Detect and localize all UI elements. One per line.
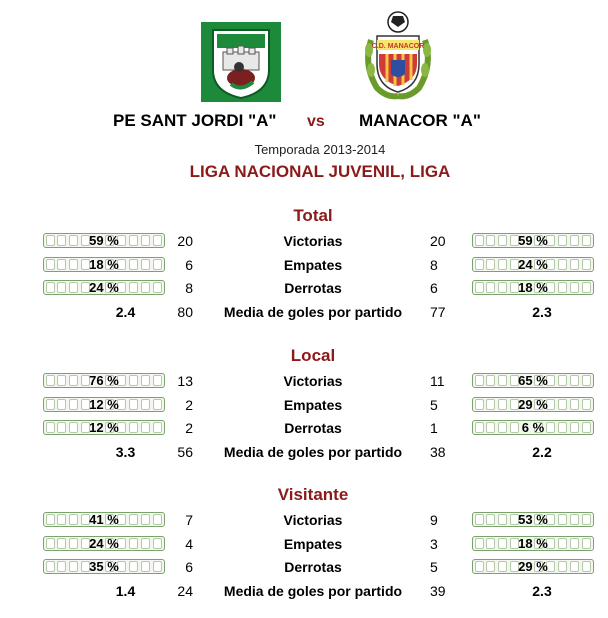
home-percentage-bar [43, 397, 165, 412]
stat-label: Victorias [283, 512, 343, 528]
stat-row-goal-average [0, 302, 608, 324]
home-count: 6 [185, 257, 193, 273]
home-count: 2 [185, 397, 193, 413]
home-count: 7 [185, 512, 193, 528]
stat-row-derrotas [0, 278, 608, 300]
home-percentage: 12 % [89, 420, 119, 435]
home-team-crest [201, 22, 281, 102]
stat-label: Empates [283, 536, 343, 552]
away-percentage: 18 % [518, 536, 548, 551]
home-goal-average: 1.4 [115, 583, 136, 599]
home-count: 2 [185, 420, 193, 436]
stat-row-empates [0, 534, 608, 556]
home-percentage: 24 % [89, 536, 119, 551]
away-count: 5 [430, 559, 438, 575]
away-count: 1 [430, 420, 438, 436]
away-goal-average: 2.3 [532, 583, 552, 599]
away-percentage-bar [472, 373, 594, 388]
away-percentage: 29 % [518, 397, 548, 412]
away-percentage: 29 % [518, 559, 548, 574]
section-total [0, 206, 608, 326]
home-count: 4 [185, 536, 193, 552]
away-percentage-bar [472, 233, 594, 248]
stat-row-derrotas [0, 418, 608, 440]
home-count: 13 [177, 373, 193, 389]
home-percentage: 35 % [89, 559, 119, 574]
section-title: Visitante [277, 485, 349, 504]
stat-label: Empates [283, 397, 343, 413]
home-percentage-bar [43, 233, 165, 248]
home-percentage: 41 % [89, 512, 119, 527]
home-count: 8 [185, 280, 193, 296]
away-percentage-bar [472, 420, 594, 435]
season-label: Temporada 2013-2014 [254, 142, 386, 157]
away-percentage: 6 % [521, 420, 545, 435]
away-percentage: 59 % [518, 233, 548, 248]
league-title: LIGA NACIONAL JUVENIL, LIGA [189, 162, 451, 181]
away-percentage-bar [472, 280, 594, 295]
match-header [0, 111, 608, 137]
away-goals-total: 77 [430, 304, 446, 320]
home-percentage-bar [43, 559, 165, 574]
stat-row-victorias [0, 371, 608, 393]
away-goals-total: 38 [430, 444, 446, 460]
stat-row-derrotas [0, 557, 608, 579]
home-percentage-bar [43, 373, 165, 388]
stat-row-goal-average [0, 581, 608, 603]
section-local [0, 346, 608, 466]
vs-label: vs [307, 113, 325, 130]
away-percentage: 24 % [518, 257, 548, 272]
home-goals-total: 56 [177, 444, 193, 460]
away-count: 5 [430, 397, 438, 413]
home-count: 20 [177, 233, 193, 249]
home-percentage-bar [43, 512, 165, 527]
stat-label: Victorias [283, 233, 343, 249]
stat-label: Derrotas [284, 559, 342, 575]
goal-average-label: Media de goles por partido [223, 304, 403, 320]
away-count: 6 [430, 280, 438, 296]
home-goals-total: 24 [177, 583, 193, 599]
stat-label: Victorias [283, 373, 343, 389]
away-team-name[interactable]: MANACOR "A" [359, 111, 481, 130]
stat-label: Derrotas [284, 280, 342, 296]
away-count: 20 [430, 233, 446, 249]
away-percentage: 65 % [518, 373, 548, 388]
away-crest-icon [357, 10, 439, 102]
stat-row-victorias [0, 231, 608, 253]
home-goal-average: 2.4 [115, 304, 136, 320]
stat-label: Empates [283, 257, 343, 273]
away-count: 3 [430, 536, 438, 552]
away-goal-average: 2.2 [532, 444, 552, 460]
home-percentage: 76 % [89, 373, 119, 388]
away-goals-total: 39 [430, 583, 446, 599]
home-crest-icon [201, 22, 281, 102]
section-title: Total [293, 206, 333, 225]
home-percentage-bar [43, 257, 165, 272]
home-goals-total: 80 [177, 304, 193, 320]
home-percentage: 18 % [89, 257, 119, 272]
home-goal-average: 3.3 [115, 444, 136, 460]
stat-label: Derrotas [284, 420, 342, 436]
away-goal-average: 2.3 [532, 304, 552, 320]
stat-row-victorias [0, 510, 608, 532]
svg-text:C.D. MANACOR: C.D. MANACOR [371, 43, 425, 50]
away-percentage-bar [472, 512, 594, 527]
home-percentage-bar [43, 536, 165, 551]
home-percentage-bar [43, 280, 165, 295]
stat-row-empates [0, 255, 608, 277]
away-percentage-bar [472, 559, 594, 574]
home-percentage: 59 % [89, 233, 119, 248]
section-visitante [0, 485, 608, 605]
away-percentage: 53 % [518, 512, 548, 527]
goal-average-label: Media de goles por partido [223, 583, 403, 599]
away-percentage-bar [472, 397, 594, 412]
home-count: 6 [185, 559, 193, 575]
away-team-crest [357, 10, 439, 102]
away-count: 9 [430, 512, 438, 528]
stat-row-goal-average [0, 442, 608, 464]
home-team-name[interactable]: PE SANT JORDI "A" [113, 111, 277, 130]
away-count: 8 [430, 257, 438, 273]
section-title: Local [290, 346, 336, 365]
home-percentage-bar [43, 420, 165, 435]
home-percentage: 12 % [89, 397, 119, 412]
home-percentage: 24 % [89, 280, 119, 295]
goal-average-label: Media de goles por partido [223, 444, 403, 460]
away-count: 11 [430, 373, 445, 389]
away-percentage-bar [472, 536, 594, 551]
away-percentage-bar [472, 257, 594, 272]
stat-row-empates [0, 395, 608, 417]
away-percentage: 18 % [518, 280, 548, 295]
